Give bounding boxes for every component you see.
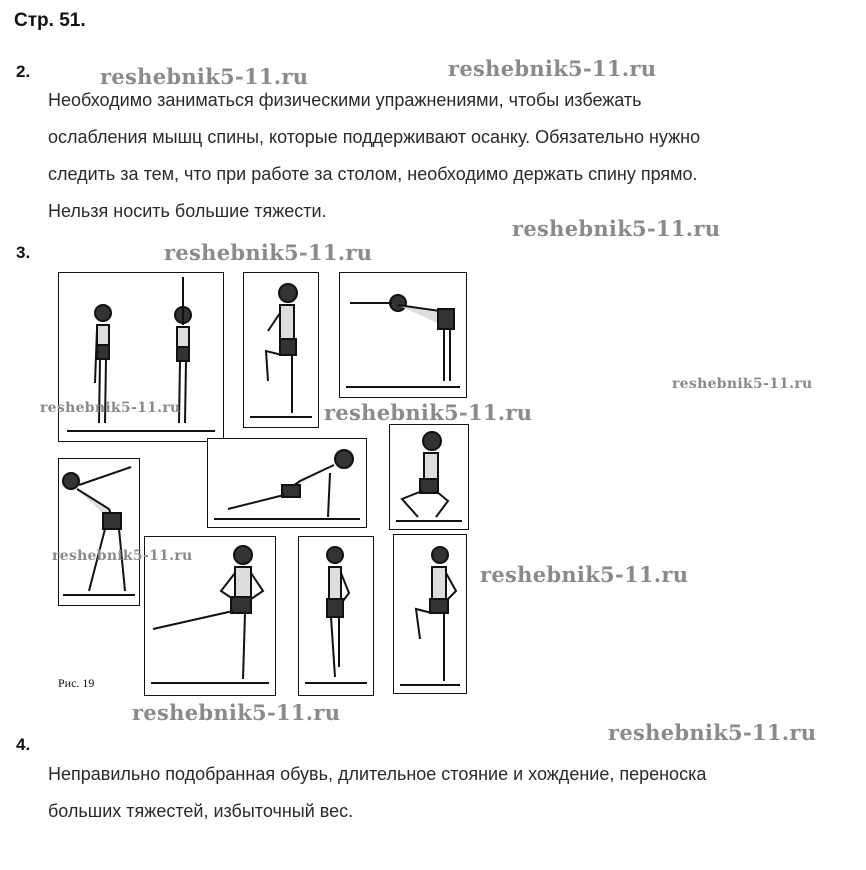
watermark: reshebnik5-11.ru [608,720,817,745]
section-2-text [48,82,860,230]
illustration-side-bend [58,458,140,606]
illustration-standing-and-arms-raised [58,272,224,442]
watermark: reshebnik5-11.ru [448,56,657,81]
section-4-line: Неправильно подобранная обувь, длительное стояние и хождение, переноска [48,764,707,784]
exercise-figure [56,268,476,698]
section-4-text [48,756,860,830]
section-2-line: ослабления мышц спины, которые поддерживают осанку. Обязательно нужно [48,127,701,147]
section-4-line: больших тяжестей, избыточный вес. [48,801,354,821]
illustration-marching-knee-raise [393,534,467,694]
section-2-line: Нельзя носить большие тяжести. [48,201,327,221]
watermark: reshebnik5-11.ru [40,400,181,416]
section-4-number: 4. [16,735,31,754]
illustration-push-up [207,438,367,528]
section-2-number: 2. [16,62,31,81]
watermark: reshebnik5-11.ru [132,700,341,725]
illustration-squat [389,424,469,530]
watermark: reshebnik5-11.ru [324,400,533,425]
watermark: reshebnik5-11.ru [52,548,193,564]
watermark: reshebnik5-11.ru [100,64,309,89]
watermark: reshebnik5-11.ru [672,376,813,392]
watermark: reshebnik5-11.ru [480,562,689,587]
page-title: Стр. 51. [14,10,86,31]
figure-caption: Рис. 19 [58,676,95,690]
section-2-line: Необходимо заниматься физическими упражнениями, чтобы избежать [48,90,642,110]
illustration-standing-knee-raise [243,272,319,428]
illustration-standing-side-view [298,536,374,696]
section-3-number: 3. [16,243,31,262]
illustration-forward-bend [339,272,467,398]
watermark: reshebnik5-11.ru [164,240,373,265]
section-2-line: следить за тем, что при работе за столом, необходимо держать спину прямо. [48,164,698,184]
watermark: reshebnik5-11.ru [512,216,721,241]
